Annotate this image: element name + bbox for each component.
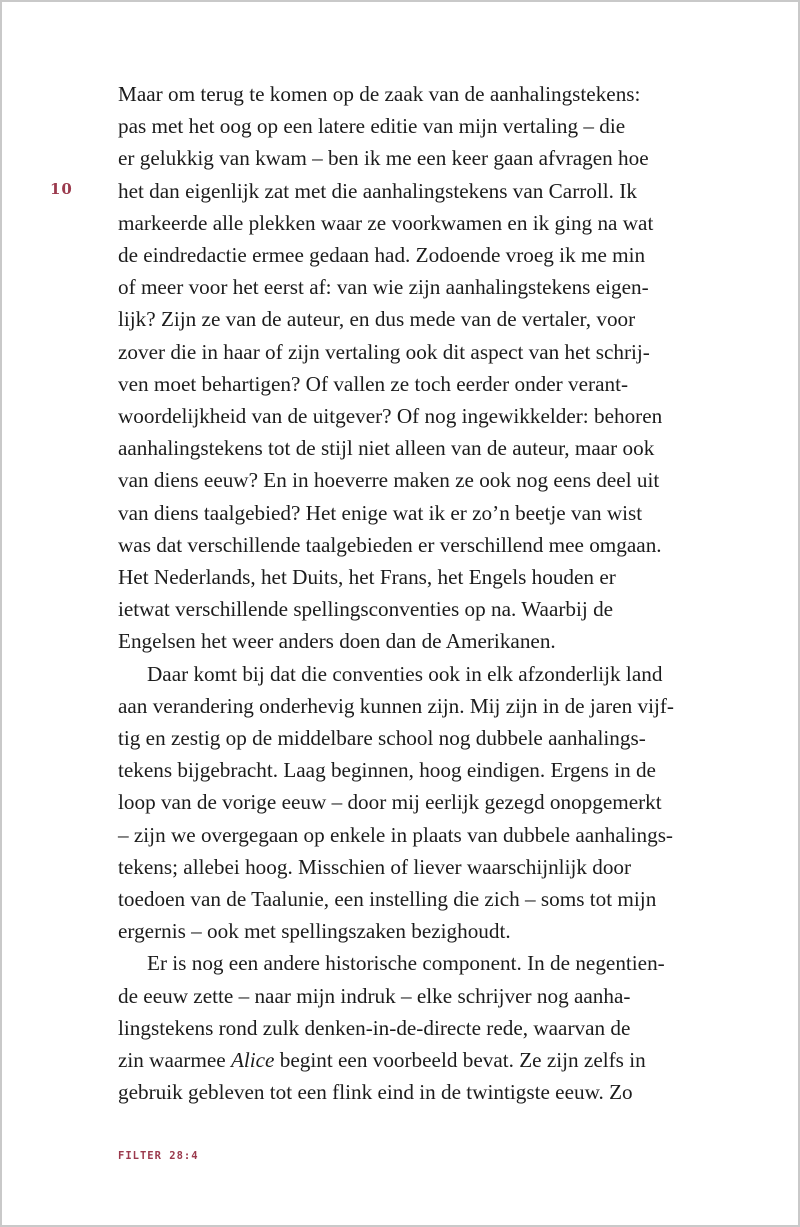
text-line: Maar om terug te komen op de zaak van de aanhalingstekens: bbox=[118, 82, 641, 106]
text-line: pas met het oog op een latere editie van mijn vertaling – die bbox=[118, 114, 626, 139]
text-line: – zijn we overgegaan op enkele in plaats van dubbele aanhalings- bbox=[118, 822, 673, 847]
text-line: zin waarmee Alice begint een voorbeeld bevat. Ze zijn zelfs in bbox=[118, 1048, 646, 1073]
running-footer: FILTER 28:4 bbox=[118, 1150, 199, 1162]
text-line: of meer voor het eerst af: van wie zijn aanhalingstekens eigen- bbox=[118, 275, 649, 300]
text-line: aan verandering onderhevig kunnen zijn. Mij zijn in de jaren vijf- bbox=[118, 693, 674, 718]
text-line: de eindredactie ermee gedaan had. Zodoende vroeg ik me min bbox=[118, 243, 646, 268]
text-line: ietwat verschillende spellingsconventies op na. Waarbij de bbox=[118, 597, 614, 622]
text-line: aanhalingstekens tot de stijl niet alleen van de auteur, maar ook bbox=[118, 436, 655, 461]
text-line: Er is nog een andere historische component. In de negentien- bbox=[147, 951, 665, 976]
page-number: 10 bbox=[50, 180, 73, 198]
text-line: de eeuw zette – naar mijn indruk – elke schrijver nog aanha- bbox=[118, 983, 631, 1008]
text-line: woordelijkheid van de uitgever? Of nog ingewikkelder: behoren bbox=[118, 404, 663, 429]
text-line: het dan eigenlijk zat met die aanhalingstekens van Carroll. Ik bbox=[118, 178, 637, 203]
text-line: toedoen van de Taalunie, een instelling die zich – soms tot mijn bbox=[118, 887, 657, 912]
paragraph bbox=[118, 947, 698, 1108]
text-line: lingstekens rond zulk denken-in-de-directe rede, waarvan de bbox=[118, 1015, 631, 1040]
body-text bbox=[118, 78, 698, 1109]
text-line: zover die in haar of zijn vertaling ook dit aspect van het schrij- bbox=[118, 339, 650, 364]
text-line: was dat verschillende taalgebieden er verschillend mee omgaan. bbox=[118, 532, 662, 557]
text-line: ven moet behartigen? Of vallen ze toch eerder onder verant- bbox=[118, 371, 629, 396]
text-line: ergernis – ook met spellingszaken bezighoudt. bbox=[118, 919, 511, 944]
paragraph bbox=[118, 658, 698, 948]
text-line: tekens; allebei hoog. Misschien of liever waarschijnlijk door bbox=[118, 854, 632, 879]
text-line: tekens bijgebracht. Laag beginnen, hoog eindigen. Ergens in de bbox=[118, 758, 656, 783]
text-line: markeerde alle plekken waar ze voorkwamen en ik ging na wat bbox=[118, 210, 654, 235]
text-line: van diens taalgebied? Het enige wat ik er zo’n beetje van wist bbox=[118, 500, 643, 525]
text-line: Daar komt bij dat die conventies ook in elk afzonderlijk land bbox=[147, 661, 663, 686]
text-line: lijk? Zijn ze van de auteur, en dus mede van de vertaler, voor bbox=[118, 307, 636, 332]
paragraph bbox=[118, 78, 698, 658]
text-line: loop van de vorige eeuw – door mij eerlijk gezegd onopgemerkt bbox=[118, 790, 662, 815]
text-line: Het Nederlands, het Duits, het Frans, het Engels houden er bbox=[118, 565, 616, 590]
text-line: gebruik gebleven tot een flink eind in de twintigste eeuw. Zo bbox=[118, 1080, 633, 1105]
text-line: er gelukkig van kwam – ben ik me een keer gaan afvragen hoe bbox=[118, 146, 649, 171]
text-line: Engelsen het weer anders doen dan de Amerikanen. bbox=[118, 629, 556, 654]
text-line: tig en zestig op de middelbare school nog dubbele aanhalings- bbox=[118, 726, 646, 751]
text-line: van diens eeuw? En in hoeverre maken ze ook nog eens deel uit bbox=[118, 468, 660, 493]
